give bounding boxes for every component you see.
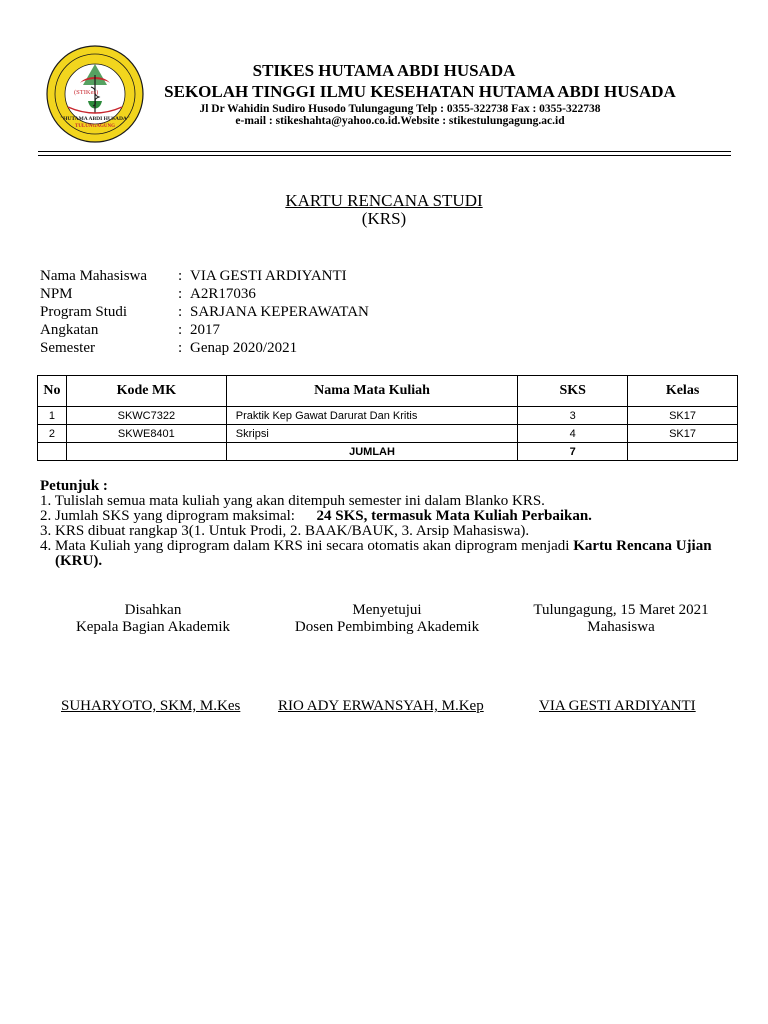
field-label: Program Studi (40, 304, 128, 320)
field-label: Nama Mahasiswa (40, 268, 148, 284)
instruction-item-3: 3. KRS dibuat rangkap 3(1. Untuk Prodi, 2. BAAK/BAUK, 3. Arsip Mahasiswa). (40, 523, 530, 539)
student-info (40, 267, 369, 357)
cell-kode: SKWC7322 (66, 407, 226, 425)
cell-empty (38, 443, 67, 461)
field-separator: : (178, 322, 183, 338)
institution-full-name: SEKOLAH TINGGI ILMU KESEHATAN HUTAMA ABDI HUSADA (164, 82, 676, 101)
signature-block-middle (286, 602, 488, 636)
signature-right-name: VIA GESTI ARDIYANTI (539, 698, 696, 714)
student-name-row (40, 267, 369, 285)
total-sks: 7 (518, 443, 628, 461)
instructions-heading: Petunjuk : (40, 478, 108, 494)
cell-empty (66, 443, 226, 461)
table-total-row (38, 443, 738, 461)
institution-short-name: STIKES HUTAMA ABDI HUSADA (252, 61, 516, 80)
institution-address: Jl Dr Wahidin Sudiro Husodo Tulungagung Telp : 0355-322738 Fax : 0355-322738 (199, 103, 601, 115)
institution-logo (44, 45, 146, 143)
signature-left-line1: Disahkan (124, 602, 182, 618)
student-npm-value: A2R17036 (190, 286, 256, 302)
document-title (0, 191, 768, 229)
instruction-item-4-text: 4. Mata Kuliah yang diprogram dalam KRS ini secara otomatis akan diprogram menjadi (40, 538, 570, 554)
signature-middle-line1: Menyetujui (352, 602, 422, 618)
cell-kelas: SK17 (628, 407, 738, 425)
institution-contact: e-mail : stikeshahta@yahoo.co.id.Website : stikestulungagung.ac.id (235, 115, 565, 127)
instruction-item-2-bold: 24 SKS, termasuk Mata Kuliah Perbaikan. (316, 508, 592, 524)
cell-no: 2 (38, 425, 67, 443)
instructions (40, 479, 740, 569)
cell-kode: SKWE8401 (66, 425, 226, 443)
instruction-item-1: 1. Tulislah semua mata kuliah yang akan ditempuh semester ini dalam Blanko KRS. (40, 493, 545, 509)
cell-empty (628, 443, 738, 461)
signature-block-right (524, 602, 718, 636)
header-sks: SKS (518, 376, 628, 407)
logo-bottom-text-2: TULUNGAGUNG (74, 124, 116, 129)
cell-kelas: SK17 (628, 425, 738, 443)
letterhead-divider-bottom (38, 155, 731, 156)
cell-sks: 3 (518, 407, 628, 425)
field-separator: : (178, 286, 183, 302)
instruction-item-2 (40, 509, 740, 524)
student-program-value: SARJANA KEPERAWATAN (190, 304, 369, 320)
signature-middle-name: RIO ADY ERWANSYAH, M.Kep (278, 698, 484, 714)
student-year-row (40, 321, 369, 339)
total-label: JUMLAH (226, 443, 518, 461)
student-program-row (40, 303, 369, 321)
table-row (38, 407, 738, 425)
logo-center-text: (STIKes) (74, 89, 99, 96)
document-title-sub: (KRS) (361, 209, 407, 228)
header-kelas: Kelas (628, 376, 738, 407)
instruction-item-2-text: 2. Jumlah SKS yang diprogram maksimal: (40, 508, 295, 524)
signature-right-line1: Tulungagung, 15 Maret 2021 (533, 602, 709, 618)
student-semester-row (40, 339, 369, 357)
field-label: Semester (40, 340, 95, 356)
student-name-value: VIA GESTI ARDIYANTI (190, 268, 347, 284)
table-row (38, 425, 738, 443)
table-header-row (38, 376, 738, 407)
cell-nama: Praktik Kep Gawat Darurat Dan Kritis (226, 407, 518, 425)
document-title-main: KARTU RENCANA STUDI (285, 191, 483, 210)
signature-middle-line2: Dosen Pembimbing Akademik (294, 619, 480, 635)
student-semester-value: Genap 2020/2021 (190, 340, 298, 356)
field-separator: : (178, 340, 183, 356)
header-kode: Kode MK (66, 376, 226, 407)
field-separator: : (178, 268, 183, 284)
field-label: NPM (40, 286, 73, 302)
signature-right-line2: Mahasiswa (587, 619, 655, 635)
signature-block-left (60, 602, 246, 636)
student-year-value: 2017 (190, 322, 220, 338)
letterhead-divider-top (38, 151, 731, 152)
instruction-item-4-bold: Kartu Rencana Ujian (573, 538, 712, 554)
signature-left-line2: Kepala Bagian Akademik (75, 619, 231, 635)
field-label: Angkatan (40, 322, 99, 338)
cell-no: 1 (38, 407, 67, 425)
cell-nama: Skripsi (226, 425, 518, 443)
signature-left-name: SUHARYOTO, SKM, M.Kes (61, 698, 241, 714)
logo-bottom-text: "HUTAMA ABDI HUSADA" (60, 116, 130, 122)
field-separator: : (178, 304, 183, 320)
header-nama: Nama Mata Kuliah (226, 376, 518, 407)
instruction-item-4-bold-2: (KRU). (55, 553, 103, 569)
course-table (37, 375, 738, 461)
student-npm-row (40, 285, 369, 303)
header-no: No (38, 376, 67, 407)
instruction-item-4 (40, 539, 740, 554)
cell-sks: 4 (518, 425, 628, 443)
